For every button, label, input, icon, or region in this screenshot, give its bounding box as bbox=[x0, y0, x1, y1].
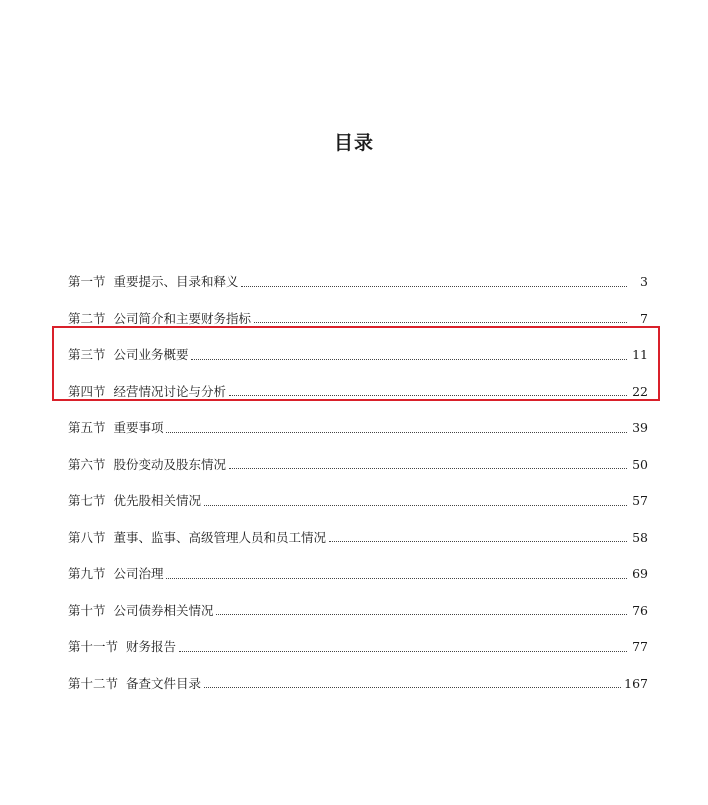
toc-entry[interactable] bbox=[68, 471, 648, 508]
toc-entry-page: 58 bbox=[632, 529, 648, 545]
toc-leader-dots bbox=[166, 431, 627, 433]
toc-leader-dots bbox=[191, 358, 627, 360]
toc-entry-page: 167 bbox=[624, 675, 648, 691]
toc-title: 目录 bbox=[333, 132, 374, 154]
toc-leader-dots bbox=[204, 504, 627, 506]
toc-entry-label: 第五节 重要事项 bbox=[68, 420, 164, 435]
toc-entry-label: 第四节 经营情况讨论与分析 bbox=[68, 383, 226, 399]
toc-entry-label: 第六节 股份变动及股东情况 bbox=[68, 456, 226, 472]
toc-entry-label: 第十一节 财务报告 bbox=[68, 639, 176, 654]
toc-entry-label: 第十二节 备查文件目录 bbox=[68, 675, 201, 691]
toc-entry[interactable] bbox=[68, 581, 648, 618]
toc-entry-page: 7 bbox=[640, 310, 648, 326]
toc-entry-page: 57 bbox=[632, 493, 648, 508]
toc-leader-dots bbox=[229, 467, 627, 469]
toc-entry[interactable] bbox=[68, 325, 648, 362]
toc-entry[interactable] bbox=[68, 508, 648, 545]
toc-entry-page: 39 bbox=[632, 420, 648, 435]
toc-entry-label: 第十节 公司债券相关情况 bbox=[68, 602, 214, 618]
toc-entry[interactable] bbox=[68, 617, 648, 654]
toc-entry-label: 第三节 公司业务概要 bbox=[68, 347, 189, 362]
toc-leader-dots bbox=[229, 394, 627, 396]
toc-entry[interactable] bbox=[68, 435, 648, 472]
toc-leader-dots bbox=[166, 577, 627, 579]
toc-entry[interactable] bbox=[68, 289, 648, 326]
toc-entry-label: 第八节 董事、监事、高级管理人员和员工情况 bbox=[68, 529, 326, 545]
toc-entry[interactable] bbox=[68, 544, 648, 581]
toc-entry-label: 第二节 公司简介和主要财务指标 bbox=[68, 310, 251, 326]
toc-entry-page: 3 bbox=[640, 274, 648, 289]
toc-leader-dots bbox=[179, 650, 627, 652]
toc-entry-page: 11 bbox=[632, 347, 648, 362]
toc-leader-dots bbox=[254, 321, 627, 323]
toc-list bbox=[68, 252, 648, 690]
toc-entry[interactable] bbox=[68, 654, 648, 691]
toc-entry-label: 第七节 优先股相关情况 bbox=[68, 493, 201, 508]
toc-entry-page: 50 bbox=[632, 456, 648, 472]
toc-entry[interactable] bbox=[68, 398, 648, 435]
toc-entry-label: 第一节 重要提示、目录和释义 bbox=[68, 274, 239, 289]
toc-entry[interactable] bbox=[68, 362, 648, 399]
toc-entry-page: 76 bbox=[632, 602, 648, 618]
toc-entry[interactable] bbox=[68, 252, 648, 289]
toc-leader-dots bbox=[241, 285, 627, 287]
toc-entry-page: 22 bbox=[632, 383, 648, 399]
toc-leader-dots bbox=[329, 540, 627, 542]
toc-entry-page: 69 bbox=[632, 566, 648, 581]
toc-leader-dots bbox=[216, 613, 627, 615]
toc-entry-page: 77 bbox=[632, 639, 648, 654]
toc-leader-dots bbox=[204, 686, 621, 688]
toc-entry-label: 第九节 公司治理 bbox=[68, 566, 164, 581]
